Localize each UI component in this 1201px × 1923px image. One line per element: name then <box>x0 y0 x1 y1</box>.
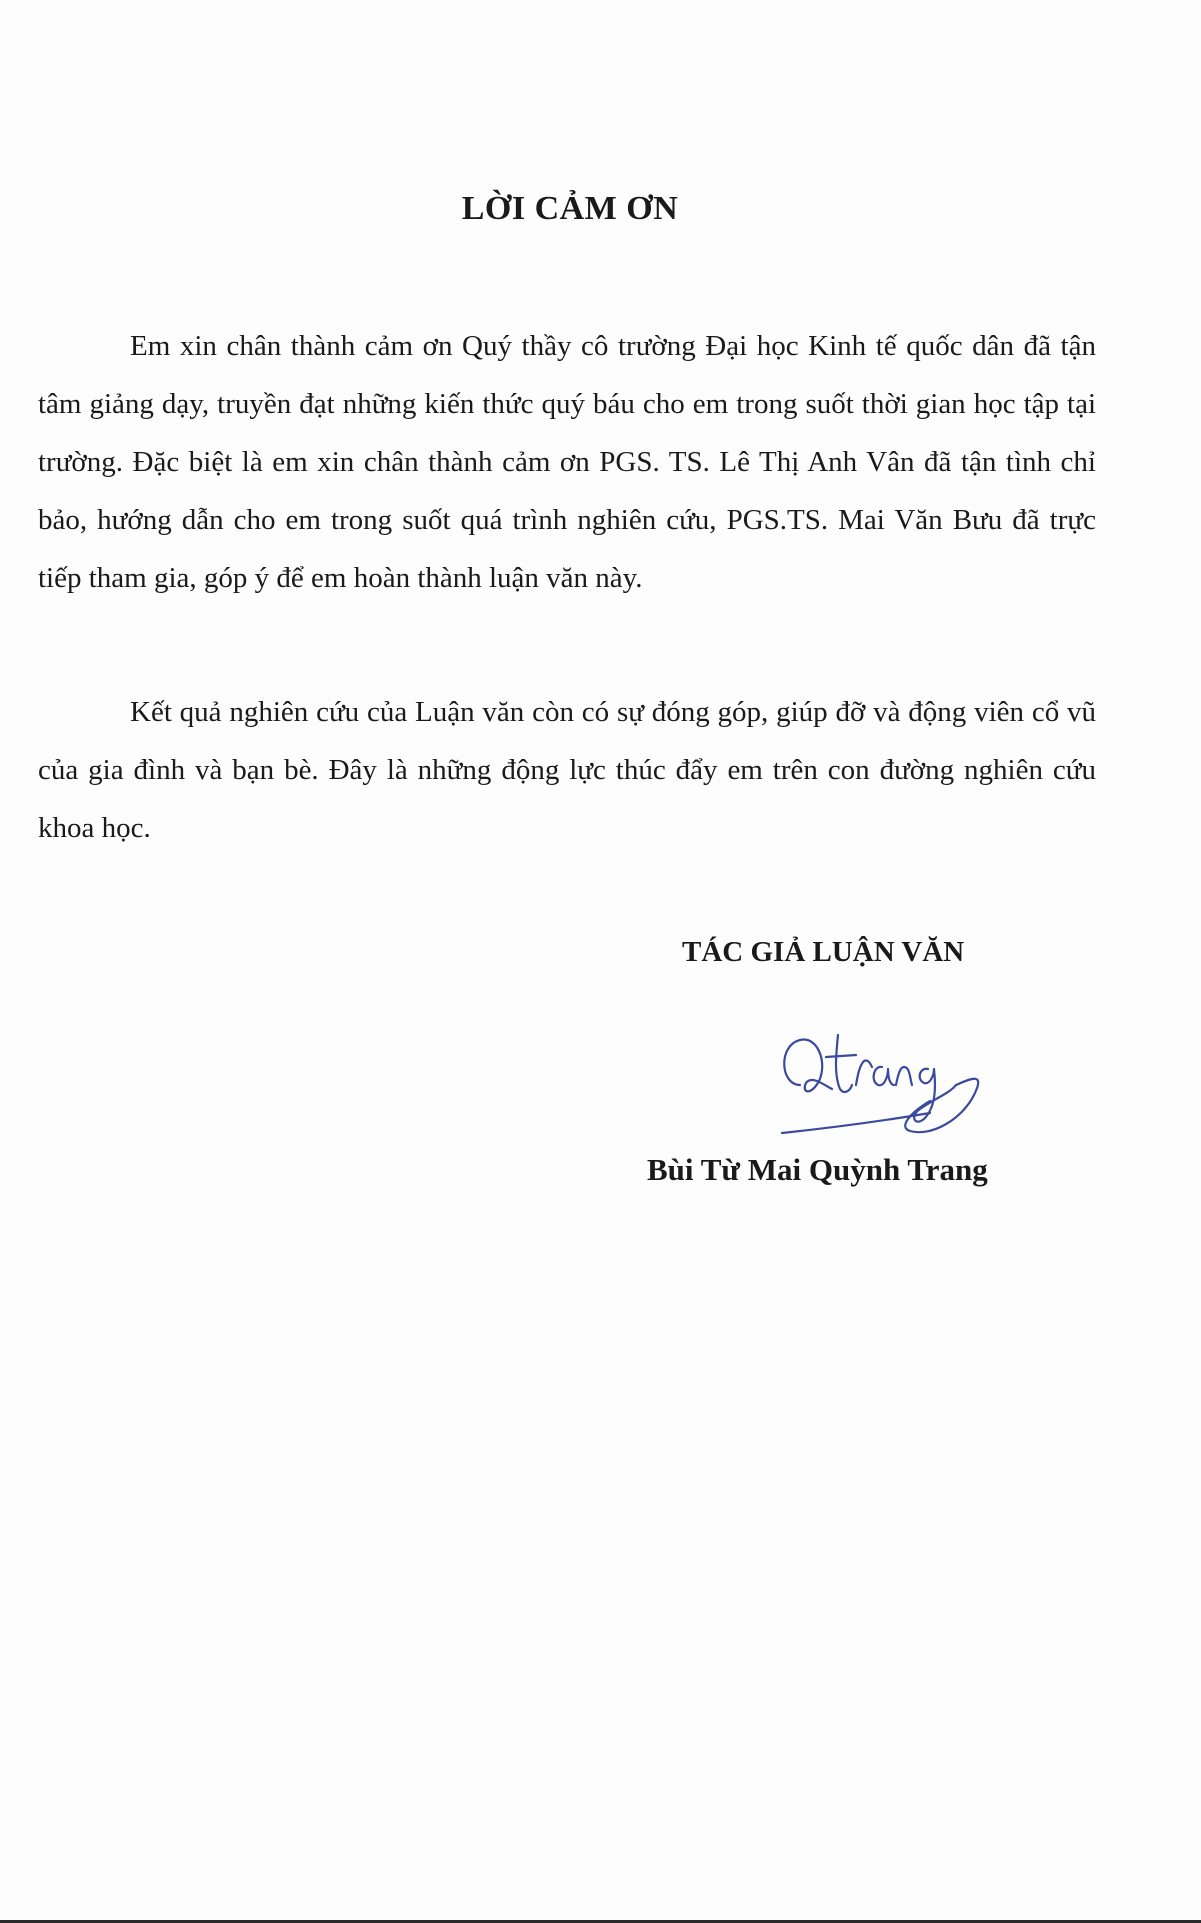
author-name: Bùi Từ Mai Quỳnh Trang <box>647 1152 988 1187</box>
paragraph-2-container <box>38 683 1096 857</box>
handwritten-signature <box>760 1015 1000 1155</box>
paragraph-1-container <box>38 317 1096 607</box>
page-title: LỜI CẢM ƠN <box>461 190 679 227</box>
author-label: TÁC GIẢ LUẬN VĂN <box>682 936 965 968</box>
paragraph-acknowledgement-1: Em xin chân thành cảm ơn Quý thầy cô trường Đại học Kinh tế quốc dân đã tận tâm giảng dạy, truyền đạt những kiến thức quý báu cho em trong suốt thời gian học tập tại trường. Đặc biệt là em xin chân thành cảm ơn PGS. TS. Lê Thị Anh Vân đã tận tình chỉ bảo, hướng dẫn cho em trong suốt quá trình nghiên cứu, PGS.TS. Mai Văn Bưu đã trực tiếp tham gia, góp ý để em hoàn thành luận văn này. <box>38 330 1096 594</box>
paragraph-acknowledgement-2: Kết quả nghiên cứu của Luận văn còn có sự đóng góp, giúp đỡ và động viên cổ vũ của gia đình và bạn bè. Đây là những động lực thúc đẩy em trên con đường nghiên cứu khoa học. <box>38 696 1096 844</box>
